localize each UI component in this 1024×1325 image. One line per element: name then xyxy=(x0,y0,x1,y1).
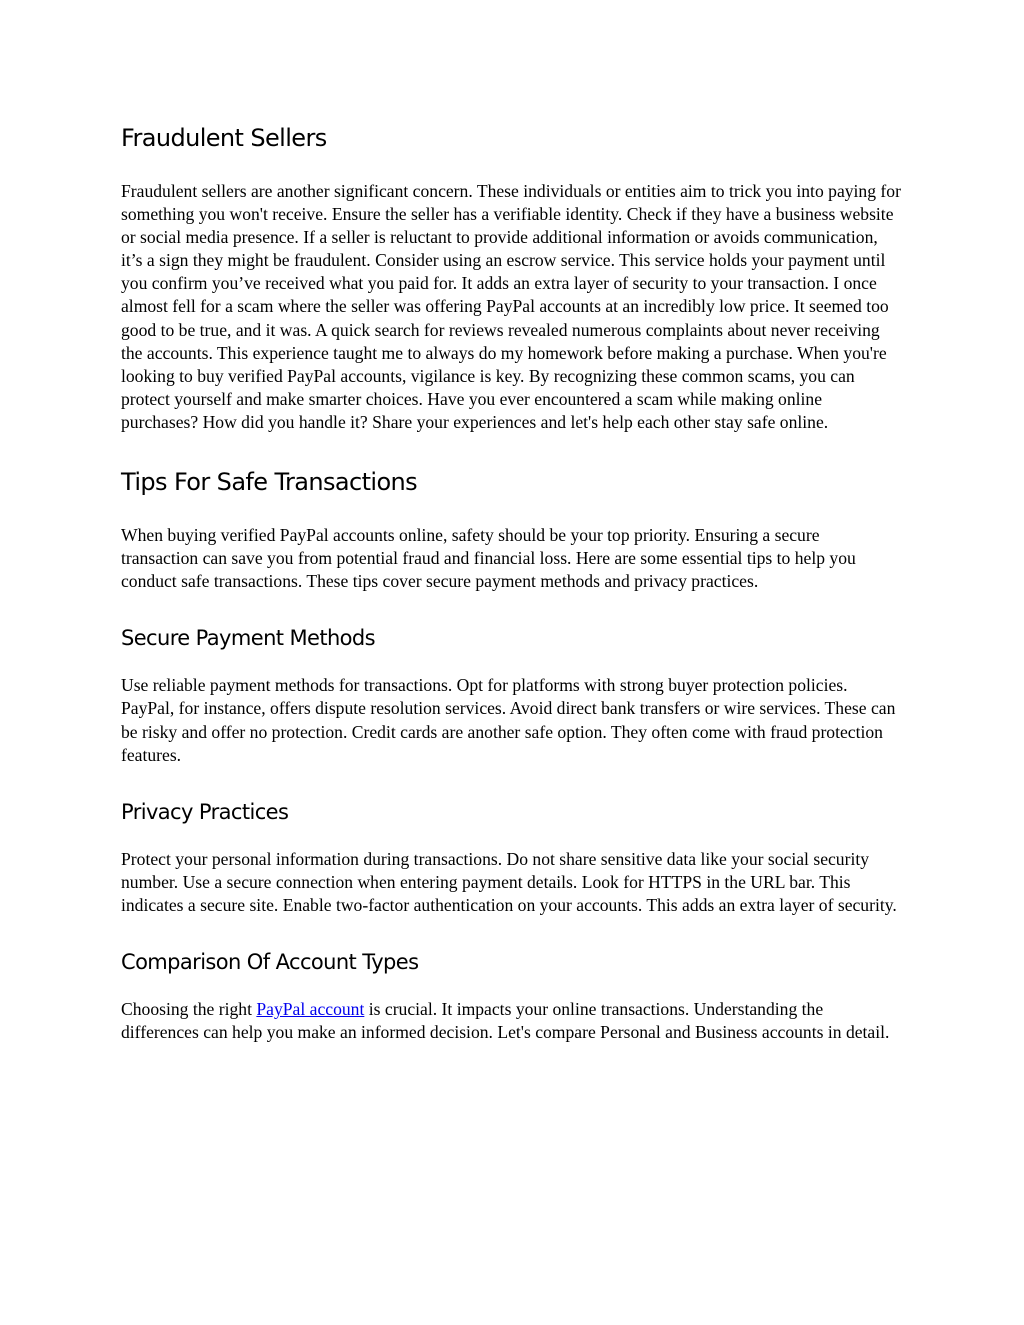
heading-tips-for-safe-transactions: Tips For Safe Transactions xyxy=(121,468,418,497)
heading-fraudulent-sellers: Fraudulent Sellers xyxy=(121,124,327,152)
paragraph-fraudulent-sellers: Fraudulent sellers are another significant concern. These individuals or entities aim to trick you into paying for something you won't receive. Ensure the seller has a verifiable identity. Check if they have a business website or social media presence. If a seller is reluctant to provide additional information or avoids communication, it’s a sign they might be fraudulent. Consider using an escrow service. This service holds your payment until you confirm you’ve received what you paid for. It adds an extra layer of security to your transaction. I once almost fell for a scam where the seller was offering PayPal accounts at an incredibly low price. It seemed too good to be true, and it was. A quick search for reviews revealed numerous complaints about never receiving the accounts. This experience taught me to always do my homework before making a purchase. When you're looking to buy verified PayPal accounts, vigilance is key. By recognizing these common scams, you can protect yourself and make smarter choices. Have you ever encountered a scam while making online purchases? How did you handle it? Share your experiences and let's help each other stay safe online. xyxy=(121,181,901,432)
paragraph-secure-payment-methods: Use reliable payment methods for transactions. Opt for platforms with strong buyer protection policies. PayPal, for instance, offers dispute resolution services. Avoid direct bank transfers or wire services. These can be risky and offer no protection. Credit cards are another safe option. They often come with fraud protection features. xyxy=(121,675,896,765)
paypal-account-link[interactable]: PayPal account xyxy=(256,998,365,1019)
document-content xyxy=(121,120,901,1044)
heading-comparison-of-account-types: Comparison Of Account Types xyxy=(121,949,419,974)
paragraph-tips-for-safe-transactions: When buying verified PayPal accounts online, safety should be your top priority. Ensuring a secure transaction can save you from potential fraud and financial loss. Here are some essential tips to help you conduct safe transactions. These tips cover secure payment methods and privacy practices. xyxy=(121,525,856,592)
paragraph-privacy-practices: Protect your personal information during transactions. Do not share sensitive data like your social security number. Use a secure connection when entering payment details. Look for HTTPS in the URL bar. This indicates a secure site. Enable two-factor authentication on your accounts. This adds an extra layer of security. xyxy=(121,848,897,915)
paragraph-text-after-link: is crucial. It impacts your online transactions. Understanding the differences can help you make an informed decision. Let's compare Personal and Business accounts in detail. xyxy=(121,998,890,1043)
paragraph-comparison-of-account-types xyxy=(121,998,901,1044)
heading-secure-payment-methods: Secure Payment Methods xyxy=(121,626,375,651)
heading-privacy-practices: Privacy Practices xyxy=(121,799,289,824)
paragraph-text-before-link: Choosing the right xyxy=(121,998,257,1019)
